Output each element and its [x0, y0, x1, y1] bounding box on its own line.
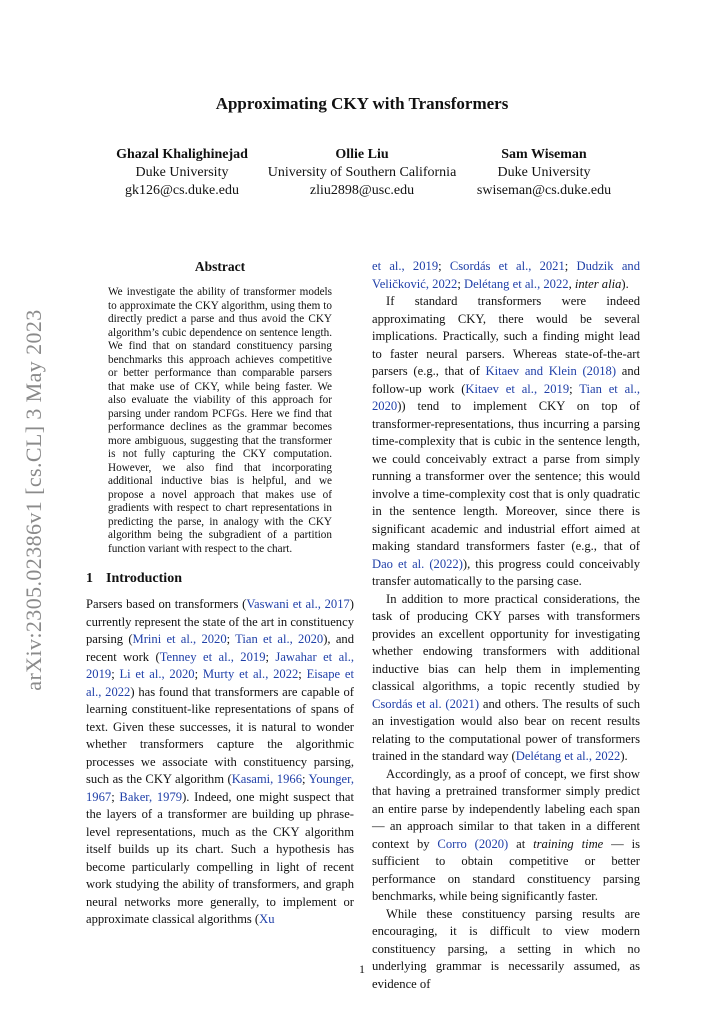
intro-paragraph-1: Parsers based on transformers (Vaswani et al., 2017) currently represent the state of the art in constituency parsing (Mrini et al., 2020; Tian et al., 2020), and recent work (Tenney et al., 2019; Jawahar et al., 2019; Li et al., 2020; Murty et al., 2022; Eisape et al., 2022) has found that transformers are capable of learning constituent-like representations of spans of text. Given these successes, it is natural to wonder whether transformers capture the algorithmic processes we associate with constituency parsing, such as the CKY algorithm (Kasami, 1966; Younger, 1967; Baker, 1979). Indeed, one might suspect that the layers of a transformer are building up phrase-level representations, much as the CKY algorithm itself builds up its chart. Such a hypothesis has become particularly compelling in light of recent work studying the ability of transformers, and graph neural networks more generally, to implement or approximate classical algorithms (Xu: [86, 597, 355, 926]
citation-link[interactable]: Murty et al., 2022: [202, 667, 299, 681]
citation-link[interactable]: Delétang et al., 2022: [464, 276, 569, 291]
citation-link[interactable]: Delétang et al., 2022: [515, 749, 621, 763]
author-name: Ollie Liu: [335, 147, 389, 162]
left-column: [86, 258, 354, 929]
citation-link[interactable]: Kasami, 1966: [231, 772, 302, 786]
section-number: 1: [86, 571, 93, 586]
author-email[interactable]: zliu2898@usc.edu: [309, 183, 415, 198]
citation-link[interactable]: Csordás et al. (2021): [372, 696, 480, 711]
author-affiliation: Duke University: [497, 165, 591, 180]
author-block: [470, 146, 618, 200]
citation-link[interactable]: Dao et al. (2022): [372, 556, 463, 571]
intro-paragraph-continued: et al., 2019; Csordás et al., 2021; Dudzik and Veličković, 2022; Delétang et al., 2022, inter alia).: [372, 259, 640, 291]
citation-link[interactable]: Tian et al., 2020: [235, 632, 324, 646]
citation-link[interactable]: Mrini et al., 2020: [132, 632, 227, 646]
arxiv-identifier-text: arXiv:2305.02386v1 [cs.CL] 3 May 2023: [21, 309, 46, 691]
citation-link[interactable]: Eisape et al., 2022: [86, 667, 354, 699]
section-heading: [86, 570, 354, 588]
section-title: Introduction: [106, 571, 182, 586]
citation-link[interactable]: et al., 2019: [372, 259, 439, 273]
right-column: [372, 258, 640, 993]
citation-link[interactable]: Corro (2020): [437, 836, 509, 851]
citation-link[interactable]: Vaswani et al., 2017: [246, 597, 350, 611]
intro-paragraph-5: While these constituency parsing results are encouraging, it is difficult to view modern constituency parsing, a setting in which no underlying grammar is necessarily assumed, as evidence of: [372, 906, 640, 991]
page-number: 1: [359, 962, 365, 976]
abstract-heading: Abstract: [194, 259, 246, 274]
intro-paragraph-4: Accordingly, as a proof of concept, we first show that having a pretrained transformer simply predict an entire parse by independently labeling each span — an approach similar to that taken in a different context by Corro (2020) at training time — is sufficient to obtain competitive or better performance on standard constituency parsing benchmarks, while being significantly faster.: [372, 766, 641, 903]
author-block: [102, 146, 262, 200]
intro-paragraph-3: In addition to more practical considerations, the task of producing CKY parses with transformers provides an excellent opportunity for investigating whether endowing transformers with additional inductive bias can help them in implementing classical algorithms, a topic recently studied by Csordás et al. (2021) and others. The results of such an investigation would also bear on recent results relating to the computational power of transformers trained in the standard way (Delétang et al., 2022).: [372, 591, 640, 763]
author-email[interactable]: swiseman@cs.duke.edu: [476, 183, 612, 198]
arxiv-identifier: [20, 309, 48, 691]
abstract-text: We investigate the ability of transformer models to approximate the CKY algorithm, using them to directly predict a parse and thus avoid the CKY algorithm’s cubic dependence on sentence length. We find that on standard constituency parsing benchmarks this approach achieves competitive or better performance than comparable parsers that make use of CKY, while being faster. We also evaluate the viability of this approach for parsing under random PCFGs. Here we find that performance declines as the grammar becomes more ambiguous, suggesting that the transformer is not fully capturing the CKY computation. However, we also find that incorporating additional inductive bias is helpful, and we propose a novel approach that makes use of gradients with respect to chart representations in predicting the parse, in analogy with the CKY algorithm being the subgradient of a partition function variant with respect to the chart.: [108, 286, 332, 555]
citation-link[interactable]: Xu: [259, 912, 275, 926]
intro-paragraph-2: If standard transformers were indeed approximating CKY, there would be several implications. Practically, such a finding might lead to faster neural parsers. Whereas state-of-the-art parsers (e.g., that of Kitaev and Klein (2018) and follow-up work (Kitaev et al., 2019; Tian et al., 2020)) tend to implement CKY on top of transformer-representations, thus incurring a parsing time-complexity that is cubic in the sentence length, we could conceivably extract a parse from simply running a transformer over the sentence; this would involve a time-complexity cost that is only quadratic in the sentence length. Moreover, since there is significant academic and industrial effort aimed at making standard transformers faster (e.g., that of Dao et al. (2022)), this progress could conceivably transfer automatically to the parsing case.: [372, 294, 640, 588]
citation-link[interactable]: Jawahar et al., 2019: [86, 649, 354, 681]
citation-link[interactable]: Tian et al., 2020: [372, 381, 640, 413]
author-name: Sam Wiseman: [501, 147, 587, 162]
citation-link[interactable]: Kitaev and Klein (2018): [485, 364, 617, 378]
citation-link[interactable]: Dudzik and Veličković, 2022: [372, 259, 640, 291]
author-email[interactable]: gk126@cs.duke.edu: [125, 183, 239, 198]
citation-link[interactable]: Kitaev et al., 2019: [465, 381, 570, 396]
author-block: [258, 146, 466, 200]
citation-link[interactable]: Younger, 1967: [86, 772, 354, 804]
citation-link[interactable]: Tenney et al., 2019: [159, 649, 266, 664]
author-affiliation: University of Southern California: [267, 165, 457, 180]
citation-link[interactable]: Csordás et al., 2021: [449, 259, 565, 273]
author-name: Ghazal Khalighinejad: [116, 147, 248, 162]
citation-link[interactable]: Baker, 1979: [119, 789, 183, 804]
paper-title: Approximating CKY with Transformers: [215, 94, 509, 113]
citation-link[interactable]: Li et al., 2020: [119, 667, 195, 681]
author-affiliation: Duke University: [135, 165, 229, 180]
